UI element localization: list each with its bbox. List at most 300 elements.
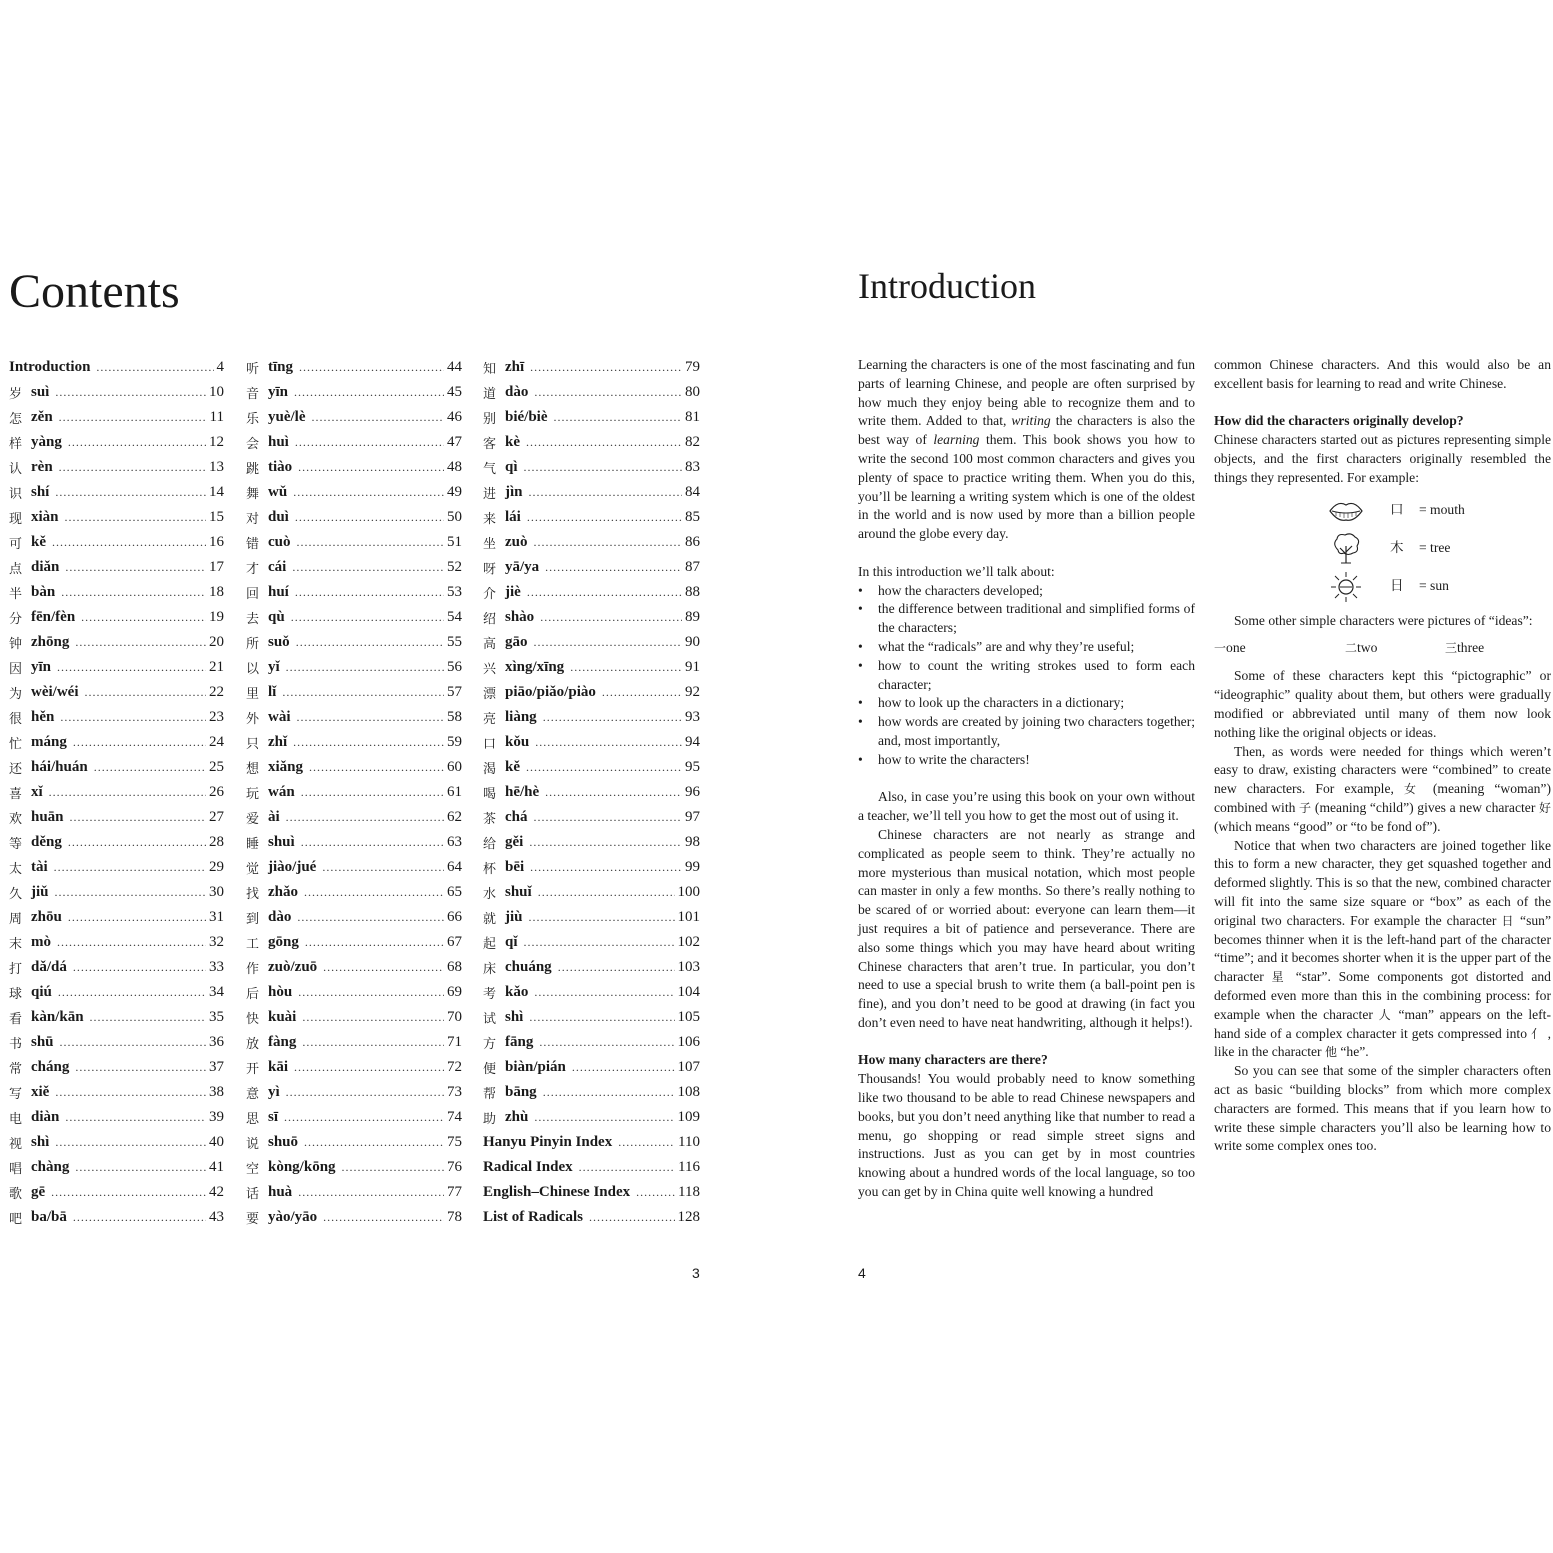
contents-entry[interactable]: [9, 780, 224, 805]
dot-leader: [57, 660, 206, 675]
entry-character: 所: [246, 637, 260, 652]
contents-entry[interactable]: [9, 980, 224, 1005]
entry-label: fāng: [505, 1034, 534, 1050]
entry-page-number: 107: [677, 1059, 700, 1075]
dot-leader: [534, 1110, 674, 1125]
entry-label: zhōng: [31, 634, 70, 650]
contents-entry[interactable]: [9, 1205, 224, 1230]
contents-entry[interactable]: [483, 855, 700, 880]
entry-label: huí: [268, 584, 289, 600]
entry-label: List of Radicals: [483, 1209, 584, 1225]
section-heading-develop: How did the characters originally develop?: [1214, 413, 1464, 429]
dot-leader: [554, 410, 682, 425]
intro-paragraph-11: Notice that when two characters are joined together like this to form a new character, they get squashed together and deformed slightly. This is so that the new, combined character will fit into the same size square or “box” as each of the original two characters. For example the character 日 “sun” becomes thinner when it is the left-hand part of the character “time”; and it becomes shorter when it is the upper part of the character 星 “star”. Some components got distorted and deformed even more than this in the combining process: for example when the character 人 “man” appears on the left-hand side of a complex character it gets compressed into 亻 , like in the character 他 “he”.: [1214, 837, 1552, 1060]
intro-paragraph-1: Learning the characters is one of the most fascinating and fun parts of learning Chinese, and people are often surprised by how much they enjoy being able to recognize them and to write them. Added to that, writing the characters is also the best way of learning them. This book shows you how to write the second 100 most common characters and gives you plenty of space to practice writing them. When you do this, you’ll be learning a writing system which is one of the oldest in the world and is now used by more than a billion people around the globe every day.: [858, 357, 1195, 542]
entry-character: 放: [246, 1037, 260, 1052]
entry-page-number: 54: [447, 609, 462, 625]
contents-entry[interactable]: [483, 730, 700, 755]
entry-character: 水: [483, 887, 497, 902]
entry-character: 外: [246, 712, 260, 727]
contents-entry[interactable]: [246, 580, 462, 605]
entry-character: 口: [483, 737, 497, 752]
entry-character: 亮: [483, 712, 497, 727]
entry-label: qiú: [31, 984, 52, 1000]
entry-page-number: 90: [685, 634, 700, 650]
contents-entry[interactable]: [9, 430, 224, 455]
entry-label: gāo: [505, 634, 528, 650]
entry-character: 爱: [246, 812, 260, 827]
contents-entry[interactable]: [483, 430, 700, 455]
entry-character: 里: [246, 687, 260, 702]
page-number-left: 3: [692, 1265, 700, 1281]
dot-leader: [291, 610, 444, 625]
dot-leader: [526, 760, 682, 775]
entry-label: tài: [31, 859, 48, 875]
entry-page-number: 13: [209, 459, 224, 475]
contents-entry[interactable]: [246, 980, 462, 1005]
dot-leader: [572, 1060, 675, 1075]
entry-page-number: 36: [209, 1034, 224, 1050]
entry-label: kǒu: [505, 734, 530, 750]
dot-leader: [293, 735, 444, 750]
contents-entry[interactable]: [483, 905, 700, 930]
dot-leader: [304, 885, 444, 900]
intro-column-right: [1214, 356, 1551, 1156]
contents-entry[interactable]: [483, 455, 700, 480]
dot-leader: [323, 960, 444, 975]
entry-label: kāi: [268, 1059, 289, 1075]
entry-label: ài: [268, 809, 280, 825]
contents-entry[interactable]: [483, 355, 700, 380]
contents-entry[interactable]: [9, 1130, 224, 1155]
intro-paragraph-7: Chinese characters started out as pictures representing simple objects, and the first characters originally resembled the things they represented. For example:: [1214, 432, 1551, 485]
entry-page-number: 96: [685, 784, 700, 800]
entry-label: hē/hè: [505, 784, 540, 800]
entry-page-number: 74: [447, 1109, 462, 1125]
entry-character: 因: [9, 662, 23, 677]
entry-character: 给: [483, 837, 497, 852]
entry-character: 吧: [9, 1212, 23, 1227]
entry-page-number: 11: [209, 409, 224, 425]
dot-leader: [52, 535, 206, 550]
dot-leader: [60, 710, 206, 725]
contents-entry[interactable]: [246, 530, 462, 555]
entry-label: shuì: [268, 834, 295, 850]
entry-label: hái/huán: [31, 759, 88, 775]
entry-label: chuáng: [505, 959, 552, 975]
dot-leader: [65, 1110, 206, 1125]
entry-label: děng: [31, 834, 62, 850]
contents-entry[interactable]: [483, 605, 700, 630]
entry-label: shì: [505, 1009, 524, 1025]
dot-leader: [94, 760, 206, 775]
entry-label: dào: [268, 909, 292, 925]
entry-character: 杯: [483, 862, 497, 877]
contents-entry[interactable]: [483, 780, 700, 805]
dot-leader: [297, 710, 445, 725]
contents-entry[interactable]: [483, 955, 700, 980]
entry-label: cái: [268, 559, 287, 575]
contents-entry[interactable]: [483, 1180, 700, 1205]
contents-entry[interactable]: [246, 1205, 462, 1230]
dot-leader: [70, 810, 206, 825]
contents-entry[interactable]: [483, 1130, 700, 1155]
dot-leader: [298, 460, 444, 475]
entry-label: shuō: [268, 1134, 299, 1150]
contents-entry[interactable]: [246, 1155, 462, 1180]
contents-entry[interactable]: [9, 880, 224, 905]
contents-entry[interactable]: [483, 380, 700, 405]
entry-label: suì: [31, 384, 50, 400]
contents-entry[interactable]: [9, 855, 224, 880]
entry-label: qǐ: [505, 934, 518, 950]
contents-entry[interactable]: [483, 1105, 700, 1130]
entry-page-number: 108: [677, 1084, 700, 1100]
contents-entry[interactable]: [246, 480, 462, 505]
contents-entry[interactable]: [483, 530, 700, 555]
entry-character: 为: [9, 687, 23, 702]
entry-page-number: 24: [209, 734, 224, 750]
contents-entry[interactable]: [483, 1155, 700, 1180]
entry-label: hěn: [31, 709, 55, 725]
entry-character: 等: [9, 837, 23, 852]
entry-character: 客: [483, 437, 497, 452]
dot-leader: [286, 810, 444, 825]
entry-label: Hanyu Pinyin Index: [483, 1134, 613, 1150]
contents-entry[interactable]: [246, 680, 462, 705]
entry-page-number: 4: [216, 359, 224, 375]
contents-entry[interactable]: [9, 605, 224, 630]
dot-leader: [527, 510, 682, 525]
entry-page-number: 73: [447, 1084, 462, 1100]
contents-entry[interactable]: [246, 880, 462, 905]
contents-entry[interactable]: [483, 1080, 700, 1105]
list-item: • what the “radicals” are and why they’re useful;: [858, 638, 1195, 657]
dot-leader: [618, 1135, 675, 1150]
contents-entry[interactable]: [483, 705, 700, 730]
dot-leader: [295, 585, 444, 600]
entry-page-number: 28: [209, 834, 224, 850]
entry-character: 思: [246, 1112, 260, 1127]
entry-character: 床: [483, 962, 497, 977]
entry-page-number: 50: [447, 509, 462, 525]
entry-label: jiè: [505, 584, 521, 600]
dot-leader: [540, 610, 682, 625]
dot-leader: [530, 860, 682, 875]
entry-character: 欢: [9, 812, 23, 827]
entry-label: tīng: [268, 359, 294, 375]
entry-character: 电: [9, 1112, 23, 1127]
contents-entry[interactable]: [246, 1055, 462, 1080]
contents-entry[interactable]: [9, 680, 224, 705]
dot-leader: [529, 910, 675, 925]
entry-character: 起: [483, 937, 497, 952]
entry-page-number: 104: [677, 984, 700, 1000]
contents-entry[interactable]: [9, 955, 224, 980]
mouth-icon: [1326, 494, 1366, 528]
entry-character: 还: [9, 762, 23, 777]
entry-page-number: 98: [685, 834, 700, 850]
entry-page-number: 72: [447, 1059, 462, 1075]
entry-page-number: 91: [685, 659, 700, 675]
entry-label: lái: [505, 509, 521, 525]
entry-character: 作: [246, 962, 260, 977]
contents-entry[interactable]: [483, 505, 700, 530]
entry-page-number: 56: [447, 659, 462, 675]
contents-entry[interactable]: [483, 655, 700, 680]
contents-entry[interactable]: [246, 355, 462, 380]
contents-entry[interactable]: [9, 655, 224, 680]
introduction-title: Introduction: [858, 266, 1036, 306]
dot-leader: [81, 610, 206, 625]
contents-entry[interactable]: [483, 405, 700, 430]
contents-entry[interactable]: [246, 1180, 462, 1205]
contents-entry[interactable]: [9, 1080, 224, 1105]
contents-entry[interactable]: [483, 880, 700, 905]
contents-entry[interactable]: [9, 830, 224, 855]
contents-entry[interactable]: [483, 1005, 700, 1030]
entry-label: yā/ya: [505, 559, 540, 575]
dot-leader: [49, 785, 206, 800]
entry-character: 去: [246, 612, 260, 627]
sun-icon: [1326, 570, 1366, 604]
entry-page-number: 100: [677, 884, 700, 900]
entry-label: zhī: [505, 359, 525, 375]
contents-entry[interactable]: [483, 1205, 700, 1230]
entry-character: 知: [483, 362, 497, 377]
entry-character: 就: [483, 912, 497, 927]
contents-entry[interactable]: [246, 730, 462, 755]
entry-character: 唱: [9, 1162, 23, 1177]
entry-page-number: 57: [447, 684, 462, 700]
dot-leader: [295, 510, 444, 525]
contents-entry[interactable]: [246, 405, 462, 430]
contents-entry[interactable]: [246, 455, 462, 480]
contents-entry[interactable]: [9, 555, 224, 580]
entry-page-number: 29: [209, 859, 224, 875]
entry-character: 久: [9, 887, 23, 902]
entry-label: kě: [505, 759, 520, 775]
contents-entry[interactable]: [9, 455, 224, 480]
contents-entry[interactable]: [9, 355, 224, 380]
intro-paragraph-12: So you can see that some of the simpler characters often act as basic “building blocks” from which more complex characters are formed. This means that if you learn how to write these simple characters you’ll also be learning how to write some complex ones too.: [1214, 1063, 1551, 1154]
contents-entry[interactable]: [246, 905, 462, 930]
entry-page-number: 45: [447, 384, 462, 400]
contents-entry[interactable]: [9, 480, 224, 505]
entry-character: 才: [246, 562, 260, 577]
contents-entry[interactable]: [246, 1080, 462, 1105]
contents-entry[interactable]: [9, 1105, 224, 1130]
contents-entry[interactable]: [246, 780, 462, 805]
intro-paragraph-5: Thousands! You would probably need to know something like two thousand to be able to read Chinese newspapers and books, but you don’t need anything like that number to read a menu, go shopping or read simple street signs and instructions. Just as you can get by in most countries knowing about a hundred words of the local language, so too you can get by in China quite well knowing a hundred: [858, 1071, 1195, 1200]
contents-entry[interactable]: [246, 930, 462, 955]
contents-entry[interactable]: [246, 1105, 462, 1130]
contents-entry[interactable]: [246, 705, 462, 730]
contents-entry[interactable]: [483, 555, 700, 580]
entry-page-number: 53: [447, 584, 462, 600]
dot-leader: [68, 435, 206, 450]
contents-entry[interactable]: [9, 1155, 224, 1180]
dot-leader: [524, 460, 682, 475]
entry-character: 兴: [483, 662, 497, 677]
entry-label: kòng/kōng: [268, 1159, 336, 1175]
dot-leader: [538, 885, 675, 900]
entry-label: gěi: [505, 834, 524, 850]
entry-character: 觉: [246, 862, 260, 877]
contents-entry[interactable]: [9, 755, 224, 780]
contents-entry[interactable]: [9, 805, 224, 830]
dot-leader: [322, 860, 444, 875]
entry-character: 半: [9, 587, 23, 602]
dot-leader: [58, 985, 206, 1000]
contents-entry[interactable]: [483, 680, 700, 705]
dot-leader: [294, 385, 444, 400]
contents-entry[interactable]: [483, 980, 700, 1005]
entry-page-number: 14: [209, 484, 224, 500]
contents-entry[interactable]: [246, 755, 462, 780]
dot-leader: [55, 1085, 206, 1100]
dot-leader: [298, 985, 444, 1000]
contents-entry[interactable]: [9, 930, 224, 955]
entry-character: 错: [246, 537, 260, 552]
entry-page-number: 41: [209, 1159, 224, 1175]
dot-leader: [323, 1210, 444, 1225]
dot-leader: [75, 1160, 206, 1175]
contents-entry[interactable]: [483, 830, 700, 855]
contents-entry[interactable]: [246, 830, 462, 855]
contents-entry[interactable]: [246, 1005, 462, 1030]
contents-entry[interactable]: [9, 705, 224, 730]
entry-page-number: 93: [685, 709, 700, 725]
entry-label: zuò: [505, 534, 528, 550]
contents-entry[interactable]: [483, 805, 700, 830]
entry-label: kàn/kān: [31, 1009, 84, 1025]
contents-entry[interactable]: [246, 855, 462, 880]
entry-character: 工: [246, 937, 260, 952]
entry-page-number: 80: [685, 384, 700, 400]
dot-leader: [55, 485, 206, 500]
contents-column-1: [9, 355, 224, 1230]
contents-entry[interactable]: [246, 1030, 462, 1055]
intro-paragraph-6: common Chinese characters. And this would also be an excellent basis for learning to read and write Chinese.: [1214, 357, 1551, 391]
entry-page-number: 87: [685, 559, 700, 575]
entry-label: Radical Index: [483, 1159, 573, 1175]
contents-entry[interactable]: [483, 930, 700, 955]
entry-label: shí: [31, 484, 50, 500]
contents-entry[interactable]: [9, 1180, 224, 1205]
dot-leader: [534, 810, 683, 825]
entry-character: 视: [9, 1137, 23, 1152]
pictograph-row: 口 = mouth: [1326, 492, 1551, 530]
contents-entry[interactable]: [246, 505, 462, 530]
dot-leader: [55, 885, 206, 900]
contents-entry[interactable]: [246, 430, 462, 455]
entry-page-number: 17: [209, 559, 224, 575]
contents-entry[interactable]: [9, 505, 224, 530]
entry-page-number: 76: [447, 1159, 462, 1175]
contents-entry[interactable]: [9, 1005, 224, 1030]
contents-entry[interactable]: [246, 655, 462, 680]
entry-character: 认: [9, 462, 23, 477]
entry-label: zěn: [31, 409, 53, 425]
entry-label: yīn: [268, 384, 289, 400]
intro-paragraph-10: Then, as words were needed for things which weren’t easy to draw, existing characters were “combined” to create new characters. For example, 女 (meaning “woman”) combined with 子 (meaning “child”) gives a new character 好 (which means “good” or “to be fond of”).: [1214, 743, 1551, 834]
contents-entry[interactable]: [9, 380, 224, 405]
entry-character: 话: [246, 1187, 260, 1202]
entry-label: cuò: [268, 534, 291, 550]
section-heading-how-many: How many characters are there?: [858, 1052, 1048, 1068]
entry-character: 玩: [246, 787, 260, 802]
list-item: • how to write the characters!: [858, 751, 1195, 770]
entry-page-number: 59: [447, 734, 462, 750]
entry-character: 别: [483, 412, 497, 427]
entry-page-number: 78: [447, 1209, 462, 1225]
contents-entry[interactable]: [483, 1030, 700, 1055]
entry-page-number: 19: [209, 609, 224, 625]
entry-label: wài: [268, 709, 291, 725]
dot-leader: [68, 910, 206, 925]
contents-entry[interactable]: [9, 1030, 224, 1055]
contents-entry[interactable]: [9, 580, 224, 605]
contents-entry[interactable]: [9, 730, 224, 755]
entry-page-number: 62: [447, 809, 462, 825]
dot-leader: [73, 735, 206, 750]
entry-page-number: 51: [447, 534, 462, 550]
contents-entry[interactable]: [9, 405, 224, 430]
dot-leader: [524, 935, 675, 950]
contents-entry[interactable]: [246, 630, 462, 655]
entry-label: yuè/lè: [268, 409, 306, 425]
contents-entry[interactable]: [246, 955, 462, 980]
contents-entry[interactable]: [483, 1055, 700, 1080]
dot-leader: [284, 1110, 444, 1125]
contents-entry[interactable]: [246, 1130, 462, 1155]
entry-page-number: 99: [685, 859, 700, 875]
entry-character: 空: [246, 1162, 260, 1177]
dot-leader: [589, 1210, 674, 1225]
entry-character: 高: [483, 637, 497, 652]
intro-paragraph-9: Some of these characters kept this “pictographic” or “ideographic” quality about them, but others were gradually modified or abbreviated until many of them now look nothing like the original objects or ideas.: [1214, 668, 1551, 740]
contents-entry[interactable]: [9, 1055, 224, 1080]
contents-entry[interactable]: [9, 530, 224, 555]
contents-entry[interactable]: [9, 905, 224, 930]
entry-character: 考: [483, 987, 497, 1002]
entry-label: wèi/wéi: [31, 684, 79, 700]
entry-character: 试: [483, 1012, 497, 1027]
entry-page-number: 12: [209, 434, 224, 450]
contents-entry[interactable]: [483, 630, 700, 655]
dot-leader: [534, 535, 683, 550]
contents-entry[interactable]: [483, 755, 700, 780]
entry-character: 歌: [9, 1187, 23, 1202]
contents-entry[interactable]: [246, 380, 462, 405]
contents-entry[interactable]: [9, 630, 224, 655]
entry-character: 漂: [483, 687, 497, 702]
contents-entry[interactable]: [483, 580, 700, 605]
entry-label: wán: [268, 784, 295, 800]
entry-label: jiào/jué: [268, 859, 317, 875]
contents-entry[interactable]: [246, 605, 462, 630]
entry-page-number: 37: [209, 1059, 224, 1075]
entry-page-number: 89: [685, 609, 700, 625]
contents-entry[interactable]: [246, 555, 462, 580]
entry-page-number: 40: [209, 1134, 224, 1150]
contents-entry[interactable]: [246, 805, 462, 830]
contents-entry[interactable]: [483, 480, 700, 505]
entry-page-number: 86: [685, 534, 700, 550]
entry-label: rèn: [31, 459, 53, 475]
entry-page-number: 79: [685, 359, 700, 375]
